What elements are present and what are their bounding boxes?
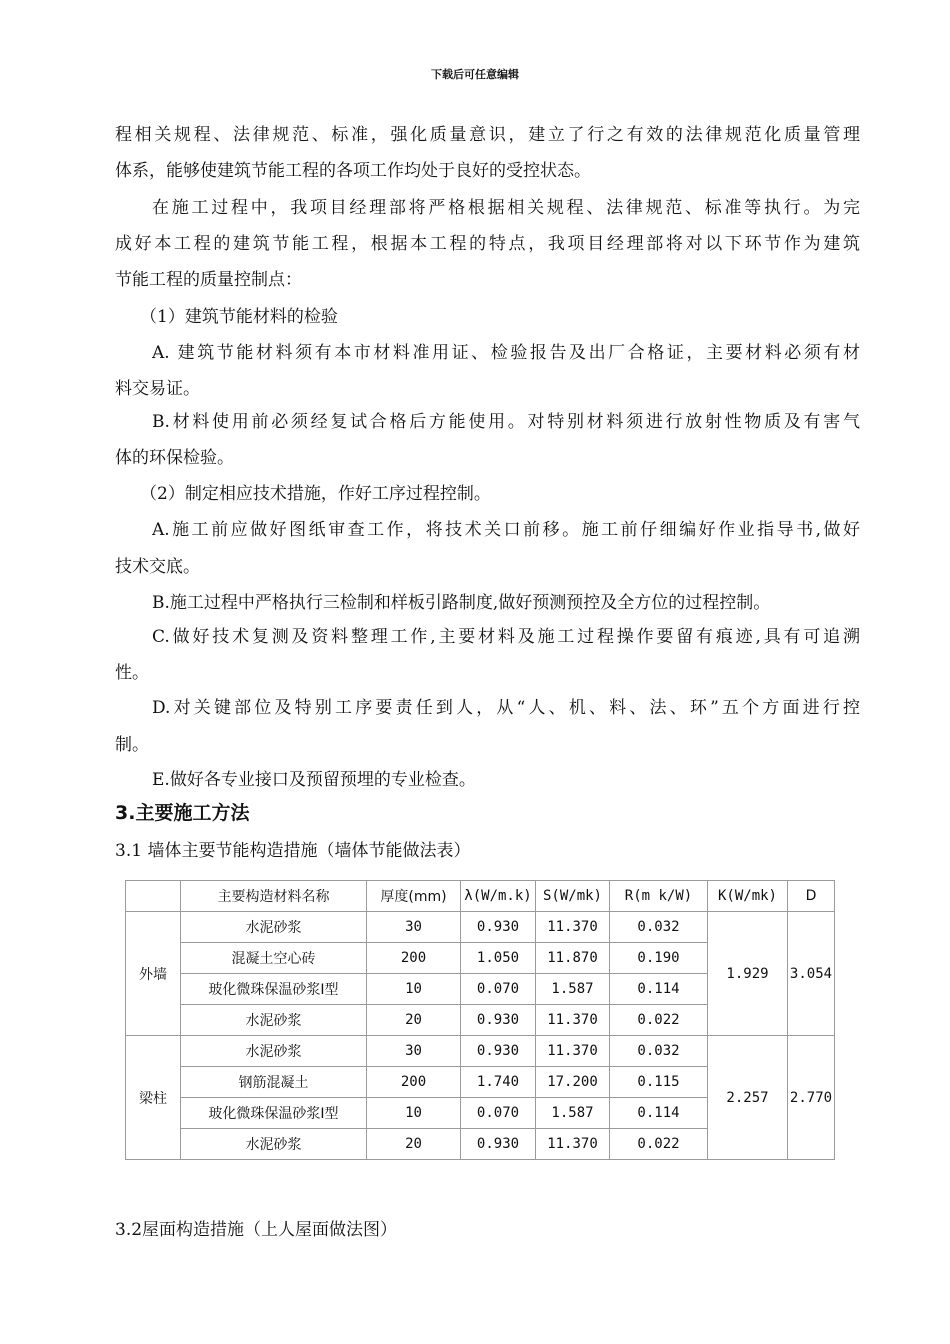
s-cell: 1.587 [536, 1098, 610, 1129]
material-cell: 水泥砂浆 [181, 1036, 367, 1067]
body-line-18: 制。 [115, 735, 149, 755]
lambda-cell: 0.070 [461, 1098, 536, 1129]
material-cell: 混凝土空心砖 [181, 943, 367, 974]
material-cell: 钢筋混凝土 [181, 1067, 367, 1098]
body-line-14: B.施工过程中严格执行三检制和样板引路制度,做好预测预控及全方位的过程控制。 [152, 593, 771, 613]
s-cell: 17.200 [536, 1067, 610, 1098]
material-cell: 玻化微珠保温砂浆I型 [181, 1098, 367, 1129]
r-cell: 0.114 [610, 1098, 708, 1129]
lambda-cell: 0.930 [461, 1036, 536, 1067]
s-cell: 11.870 [536, 943, 610, 974]
table-row [126, 1036, 835, 1067]
lambda-cell: 0.930 [461, 912, 536, 943]
thickness-cell: 20 [367, 1129, 461, 1160]
s-cell: 11.370 [536, 912, 610, 943]
r-cell: 0.114 [610, 974, 708, 1005]
body-line-16: 性。 [115, 663, 149, 683]
body-line-11: （2）制定相应技术措施，作好工序过程控制。 [140, 484, 491, 504]
body-line-9: B.材料使用前必须经复试合格后方能使用。对特别材料须进行放射性物质及有害气 [152, 412, 860, 432]
material-cell: 水泥砂浆 [181, 912, 367, 943]
material-cell: 玻化微珠保温砂浆I型 [181, 974, 367, 1005]
header-cell: K(W/mk) [708, 881, 788, 912]
k-cell: 2.257 [708, 1036, 788, 1160]
thickness-cell: 200 [367, 943, 461, 974]
body-line-15: C.做好技术复测及资料整理工作,主要材料及施工过程操作要留有痕迹,具有可追溯 [152, 627, 860, 647]
material-cell: 水泥砂浆 [181, 1129, 367, 1160]
body-line-10: 体的环保检验。 [115, 448, 234, 468]
header-cell: R(m k/W) [610, 881, 708, 912]
s-cell: 1.587 [536, 974, 610, 1005]
d-cell: 3.054 [788, 912, 835, 1036]
header-cell [126, 881, 181, 912]
s-cell: 11.370 [536, 1129, 610, 1160]
body-line-13: 技术交底。 [115, 557, 200, 577]
k-cell: 1.929 [708, 912, 788, 1036]
thickness-cell: 10 [367, 974, 461, 1005]
body-line-17: D.对关键部位及特别工序要责任到人，从“人、机、料、法、环”五个方面进行控 [152, 698, 860, 718]
lambda-cell: 1.740 [461, 1067, 536, 1098]
r-cell: 0.022 [610, 1005, 708, 1036]
d-cell: 2.770 [788, 1036, 835, 1160]
table-header-row [126, 881, 835, 912]
body-line-7: A. 建筑节能材料须有本市材料准用证、检验报告及出厂合格证，主要材料必须有材 [152, 343, 860, 363]
group-name-cell: 梁柱 [126, 1036, 181, 1160]
body-line-12: A.施工前应做好图纸审查工作，将技术关口前移。施工前仔细编好作业指导书,做好 [152, 520, 860, 540]
r-cell: 0.022 [610, 1129, 708, 1160]
r-cell: 0.032 [610, 912, 708, 943]
wall-insulation-table [125, 880, 835, 1160]
body-line-8: 料交易证。 [115, 379, 200, 399]
header-cell: 主要构造材料名称 [181, 881, 367, 912]
thickness-cell: 30 [367, 1036, 461, 1067]
s-cell: 11.370 [536, 1005, 610, 1036]
r-cell: 0.115 [610, 1067, 708, 1098]
lambda-cell: 0.070 [461, 974, 536, 1005]
body-line-1: 程相关规程、法律规范、标准，强化质量意识，建立了行之有效的法律规范化质量管理 [115, 125, 860, 145]
body-line-5: 节能工程的质量控制点： [115, 270, 302, 290]
thickness-cell: 200 [367, 1067, 461, 1098]
page-header: 下载后可任意编辑 [431, 68, 519, 81]
thickness-cell: 20 [367, 1005, 461, 1036]
header-cell: 厚度(mm) [367, 881, 461, 912]
header-cell: D [788, 881, 835, 912]
subsection-heading-3-2: 3.2屋面构造措施（上人屋面做法图） [115, 1220, 398, 1240]
lambda-cell: 1.050 [461, 943, 536, 974]
table-row [126, 912, 835, 943]
body-line-19: E.做好各专业接口及预留预埋的专业检查。 [152, 770, 476, 790]
body-line-4: 成好本工程的建筑节能工程，根据本工程的特点，我项目经理部将对以下环节作为建筑 [115, 234, 860, 254]
section-heading: 3.主要施工方法 [115, 802, 250, 824]
header-cell: S(W/mk) [536, 881, 610, 912]
body-line-6: （1）建筑节能材料的检验 [140, 307, 338, 327]
subsection-heading-3-1: 3.1 墙体主要节能构造措施（墙体节能做法表） [115, 841, 471, 861]
r-cell: 0.032 [610, 1036, 708, 1067]
lambda-cell: 0.930 [461, 1129, 536, 1160]
body-line-3: 在施工过程中，我项目经理部将严格根据相关规程、法律规范、标准等执行。为完 [152, 198, 860, 218]
thickness-cell: 30 [367, 912, 461, 943]
lambda-cell: 0.930 [461, 1005, 536, 1036]
header-cell: λ(W/m.k) [461, 881, 536, 912]
body-line-2: 体系，能够使建筑节能工程的各项工作均处于良好的受控状态。 [115, 161, 591, 181]
r-cell: 0.190 [610, 943, 708, 974]
thickness-cell: 10 [367, 1098, 461, 1129]
material-cell: 水泥砂浆 [181, 1005, 367, 1036]
group-name-cell: 外墙 [126, 912, 181, 1036]
s-cell: 11.370 [536, 1036, 610, 1067]
